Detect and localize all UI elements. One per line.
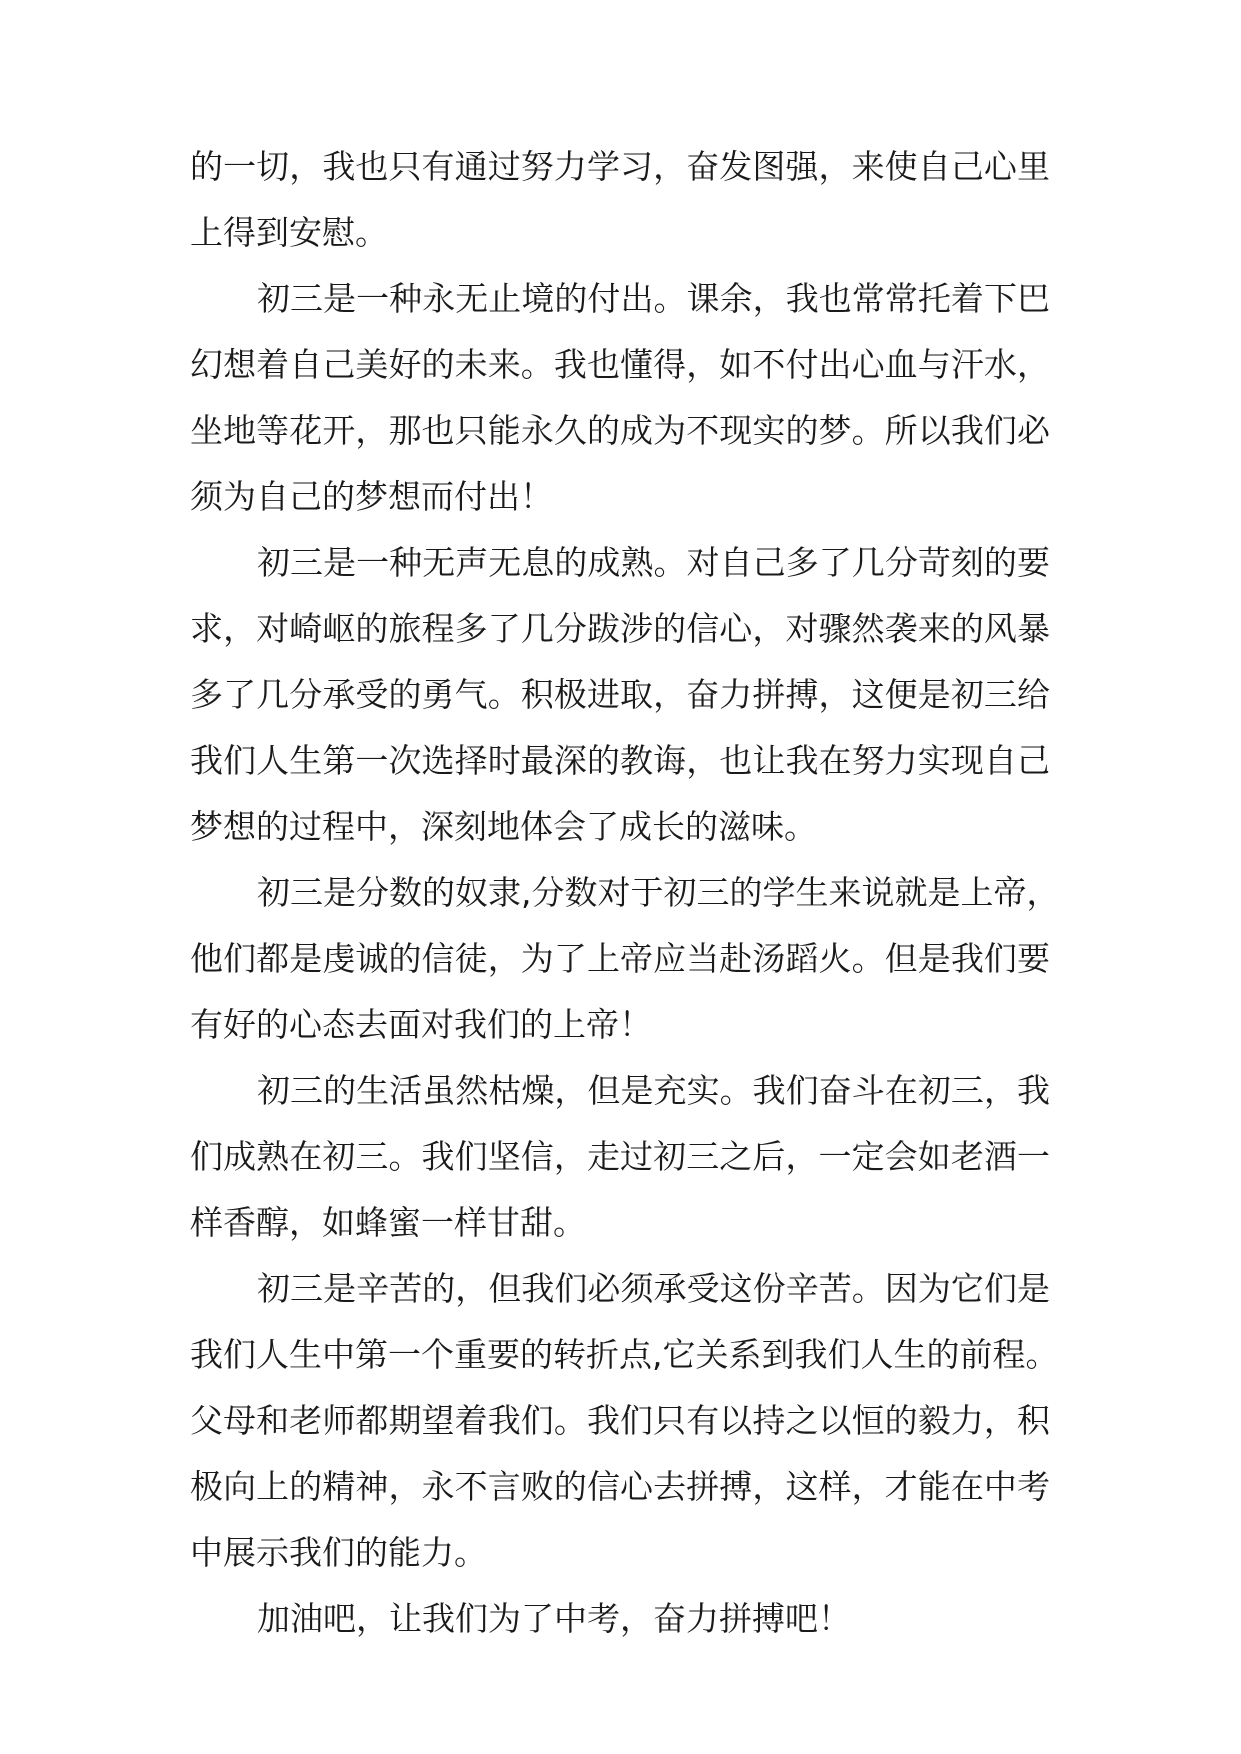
paragraph-first-line: 初三是辛苦的，但我们必须承受这份辛苦。因为它们是 <box>257 1269 1050 1308</box>
text-line: 他们都是虔诚的信徒，为了上帝应当赴汤蹈火。但是我们要 <box>190 939 1050 978</box>
text-line: 幻想着自己美好的未来。我也懂得，如不付出心血与汗水， <box>190 345 1050 384</box>
paragraph-first-line: 初三是一种无声无息的成熟。对自己多了几分苛刻的要 <box>257 543 1050 582</box>
text-line: 的一切，我也只有通过努力学习，奋发图强，来使自己心里 <box>190 147 1050 186</box>
text-line: 中展示我们的能力。 <box>190 1533 487 1572</box>
text-line: 我们人生第一次选择时最深的教诲，也让我在努力实现自己 <box>190 741 1050 780</box>
text-line: 极向上的精神，永不言败的信心去拼搏，这样，才能在中考 <box>190 1467 1050 1506</box>
text-line: 须为自己的梦想而付出！ <box>190 477 553 516</box>
text-line: 样香醇，如蜂蜜一样甘甜。 <box>190 1203 586 1242</box>
text-line: 我们人生中第一个重要的转折点,它关系到我们人生的前程。 <box>190 1335 1059 1374</box>
text-line: 坐地等花开，那也只能永久的成为不现实的梦。所以我们必 <box>190 411 1050 450</box>
paragraph-first-line: 初三的生活虽然枯燥，但是充实。我们奋斗在初三，我 <box>257 1071 1050 1110</box>
paragraph-first-line: 初三是分数的奴隶,分数对于初三的学生来说就是上帝， <box>257 873 1060 912</box>
text-line: 求，对崎岖的旅程多了几分跋涉的信心，对骤然袭来的风暴 <box>190 609 1050 648</box>
text-line: 有好的心态去面对我们的上帝！ <box>190 1005 652 1044</box>
text-line: 上得到安慰。 <box>190 213 388 252</box>
paragraph-first-line: 初三是一种永无止境的付出。课余，我也常常托着下巴 <box>257 279 1050 318</box>
text-line: 多了几分承受的勇气。积极进取，奋力拼搏，这便是初三给 <box>190 675 1050 714</box>
text-line: 梦想的过程中，深刻地体会了成长的滋味。 <box>190 807 817 846</box>
paragraph-first-line: 加油吧，让我们为了中考，奋力拼搏吧！ <box>257 1599 851 1638</box>
text-line: 们成熟在初三。我们坚信，走过初三之后，一定会如老酒一 <box>190 1137 1050 1176</box>
text-line: 父母和老师都期望着我们。我们只有以持之以恒的毅力，积 <box>190 1401 1050 1440</box>
